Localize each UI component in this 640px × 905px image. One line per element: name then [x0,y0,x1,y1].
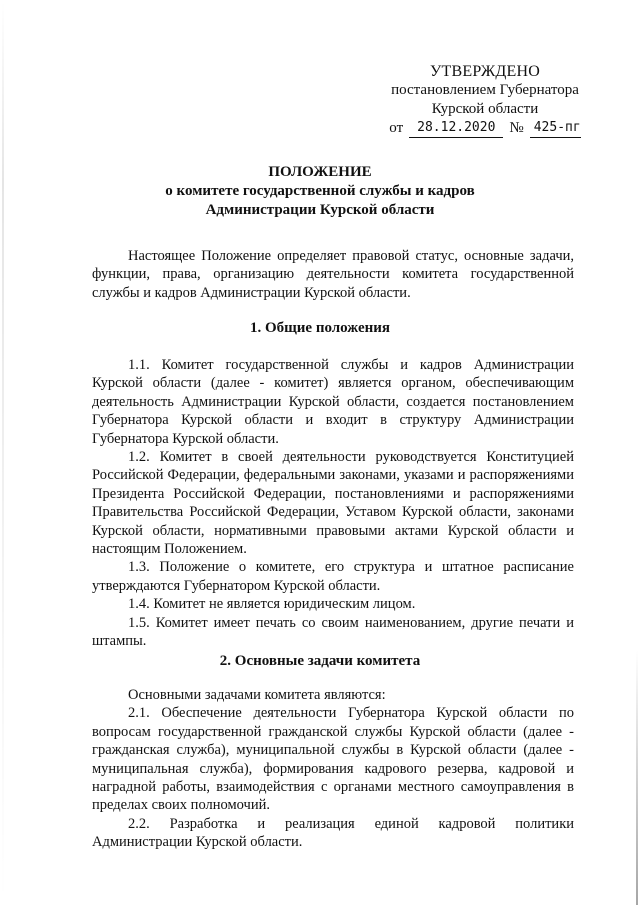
section-1-item-1: 1.1. Комитет государственной службы и кадров Администрации Курской области (далее - комитет) является органом, обеспечивающим деятельность Администрации Курской области, создается постановлением Губернатора Курской области и входит в структуру Администрации Губернатора Курской области. [92,357,574,447]
section-2-item-1: 2.1. Обеспечение деятельности Губернатора Курской области по вопросам государственной гражданской службы Курской области (далее - гражданская служба), муниципальной службы в Курской области (далее - муниципальная служба), формирования кадрового резерва, кадровой и наградной работы, взаимодействия с органами местного самоуправления в пределах своих полномочий. [92,705,574,814]
section-1-content [92,356,574,651]
intro-paragraph: Настоящее Положение определяет правовой статус, основные задачи, функции, права, организацию деятельности комитета государственной службы и кадров Администрации Курской области. [92,248,574,301]
approval-line-2: Курской области [431,101,539,117]
document-title-line-3: Администрации Курской области [205,202,435,218]
section-1-item-2: 1.2. Комитет в своей деятельности руководствуется Конституцией Российской Федерации, федеральными законами, указами и распоряжениями Президента Российской Федерации, постановлениями и распоряжениями Правительства Российской Федерации, Уставом Курской области, законами Курской области, нормативными правовыми актами Курской области и настоящим Положением. [92,449,574,558]
approval-number: 425-пг [530,119,581,138]
section-2-lead: Основными задачами комитета являются: [128,687,386,703]
approval-title: УТВЕРЖДЕНО [429,63,540,80]
approval-date: 28.12.2020 [409,119,503,138]
approval-date-line [360,119,610,138]
section-1-item-3: 1.3. Положение о комитете, его структура и штатное расписание утверждаются Губернатором Курской области. [92,559,574,594]
approval-number-prefix: № [509,120,524,136]
section-1-item-5: 1.5. Комитет имеет печать со своим наименованием, другие печати и штампы. [92,614,574,650]
approval-date-prefix: от [389,120,404,136]
section-2-content [92,686,574,852]
section-1-title: 1. Общие положения [249,320,391,336]
section-1-item-4: 1.4. Комитет не является юридическим лицом. [128,596,416,613]
document-title-line-1: ПОЛОЖЕНИЕ [268,164,372,180]
section-2-title: 2. Основные задачи комитета [219,653,421,669]
section-2-item-2: 2.2. Разработка и реализация единой кадровой политики Администрации Курской области. [92,815,574,851]
scan-left-edge-shadow [2,0,4,905]
approval-line-1: постановлением Губернатора [391,82,579,98]
approval-stamp [360,62,610,138]
document-title-line-2: о комитете государственной службы и кадров [165,183,475,199]
document-title [0,163,640,220]
scan-right-edge-shadow [636,650,638,905]
